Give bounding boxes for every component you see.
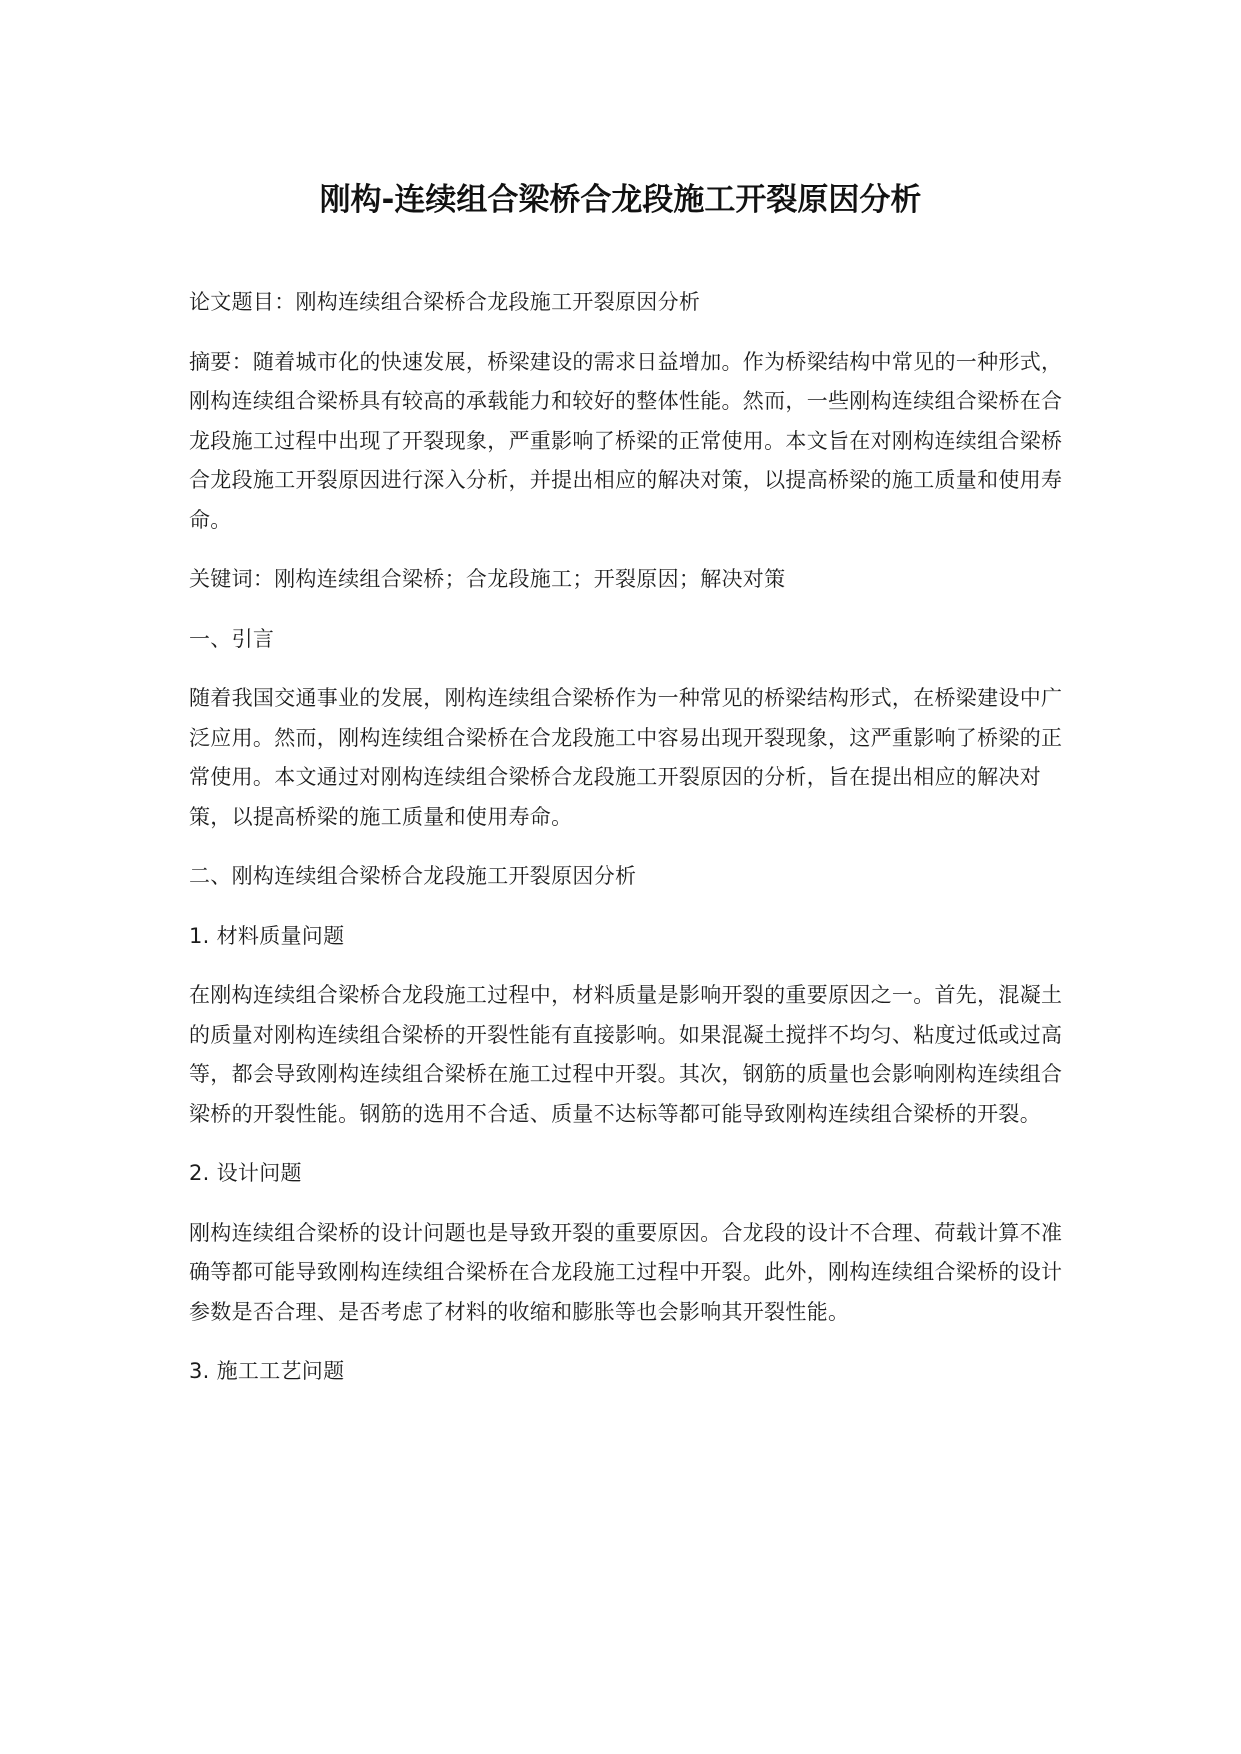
subheading-material-quality: 1. 材料质量问题 bbox=[189, 923, 345, 948]
document-title: 刚构-连续组合梁桥合龙段施工开裂原因分析 bbox=[319, 182, 922, 218]
introduction-paragraph: 随着我国交通事业的发展，刚构连续组合梁桥作为一种常见的桥梁结构形式，在桥梁建设中广泛应用。然而，刚构连续组合梁桥在合龙段施工中容易出现开裂现象，这严重影响了桥梁的正常使用。本文通过对刚构连续组合梁桥合龙段施工开裂原因的分析，旨在提出相应的解决对策，以提高桥梁的施工质量和使用寿命。 bbox=[189, 686, 1063, 829]
subheading-construction-process: 3. 施工工艺问题 bbox=[189, 1359, 345, 1383]
document-body bbox=[189, 283, 1069, 1392]
keywords-line: 关键词：刚构连续组合梁桥；合龙段施工；开裂原因；解决对策 bbox=[189, 567, 786, 591]
section-heading-analysis: 二、刚构连续组合梁桥合龙段施工开裂原因分析 bbox=[189, 864, 637, 888]
subheading-design-issues: 2. 设计问题 bbox=[189, 1161, 302, 1185]
section-heading-introduction: 一、引言 bbox=[189, 626, 275, 651]
design-issues-paragraph: 刚构连续组合梁桥的设计问题也是导致开裂的重要原因。合龙段的设计不合理、荷载计算不准确等都可能导致刚构连续组合梁桥在合龙段施工过程中开裂。此外，刚构连续组合梁桥的设计参数是否合理、是否考虑了材料的收缩和膨胀等也会影响其开裂性能。 bbox=[189, 1220, 1063, 1324]
paper-title-line: 论文题目：刚构连续组合梁桥合龙段施工开裂原因分析 bbox=[189, 290, 701, 314]
abstract-paragraph: 摘要：随着城市化的快速发展，桥梁建设的需求日益增加。作为桥梁结构中常见的一种形式，刚构连续组合梁桥具有较高的承载能力和较好的整体性能。然而，一些刚构连续组合梁桥在合龙段施工过程中出现了开裂现象，严重影响了桥梁的正常使用。本文旨在对刚构连续组合梁桥合龙段施工开裂原因进行深入分析，并提出相应的解决对策，以提高桥梁的施工质量和使用寿命。 bbox=[189, 349, 1063, 532]
material-quality-paragraph: 在刚构连续组合梁桥合龙段施工过程中，材料质量是影响开裂的重要原因之一。首先，混凝土的质量对刚构连续组合梁桥的开裂性能有直接影响。如果混凝土搅拌不均匀、粘度过低或过高等，都会导致刚构连续组合梁桥在施工过程中开裂。其次，钢筋的质量也会影响刚构连续组合梁桥的开裂性能。钢筋的选用不合适、质量不达标等都可能导致刚构连续组合梁桥的开裂。 bbox=[189, 983, 1063, 1126]
